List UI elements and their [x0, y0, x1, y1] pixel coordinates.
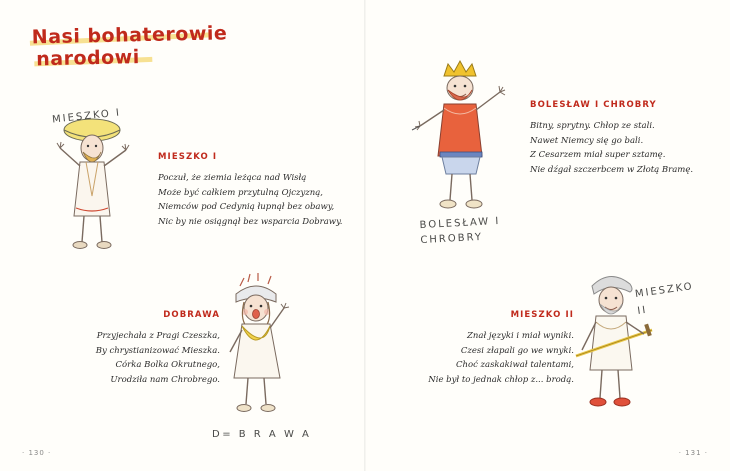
folio-right: · 131 · — [678, 449, 708, 457]
illustration-dobrawa — [202, 268, 312, 433]
entry-heading-mieszko-i: MIESZKO I — [158, 152, 218, 162]
verse-line: Córka Bolka Okrutnego, — [115, 360, 220, 370]
entry-mieszko-i — [158, 152, 348, 229]
caption-dobrawa: D= B R A W A — [212, 429, 312, 440]
illustration-boleslaw-i-chrobry — [400, 48, 525, 223]
verse-line: Przyjechała z Pragi Czeszka, — [96, 331, 220, 341]
folio-left: · 130 · — [22, 449, 52, 457]
entry-heading-dobrawa: DOBRAWA — [163, 310, 220, 320]
caption-line-1: BOLESŁAW I — [419, 215, 501, 232]
page-title-line-2: narodowi — [36, 46, 140, 71]
verse-line: Niemców pod Cedynią łupnął bez obawy, — [158, 202, 335, 212]
entry-body-mieszko-ii — [398, 329, 574, 387]
verse-line: Nic by nie osiągnął bez wsparcia Dobrawy. — [158, 216, 343, 227]
verse-line: By chrystianizować Mieszka. — [95, 345, 220, 356]
verse-line: Czesi złapali go we wnyki. — [460, 345, 574, 356]
verse-line: Nie dźgał szczerbcem w Złotą Bramę. — [530, 164, 694, 175]
caption-line-2: II — [636, 304, 649, 317]
entry-body-mieszko-i — [158, 171, 348, 229]
verse-line: Poczuł, że ziemia leżąca nad Wisłą — [158, 173, 307, 183]
verse-line: Nie był to jednak chłop z... brodą. — [428, 374, 574, 385]
verse-line: Znał języki i miał wyniki. — [467, 331, 574, 341]
entry-heading-mieszko-ii: MIESZKO II — [510, 310, 574, 320]
verse-line: Urodziła nam Chrobrego. — [110, 374, 220, 385]
verse-line: Może być całkiem przytulną Ojczyzną, — [158, 187, 323, 198]
caption-line-1: MIESZKO — [634, 281, 695, 301]
caption-mieszko-i: MIESZKO I — [51, 107, 122, 126]
verse-line: Bitny, sprytny. Chłop ze stali. — [530, 121, 655, 131]
caption-boleslaw-i-chrobry — [419, 214, 501, 248]
book-gutter — [364, 0, 366, 471]
verse-line: Choć zaskakiwał talentami, — [455, 360, 574, 370]
caption-line-2: CHROBRY — [420, 231, 484, 247]
entry-mieszko-ii — [398, 310, 574, 387]
page-title — [32, 22, 263, 71]
page-title-line-1: Nasi bohaterowie — [31, 22, 228, 49]
verse-line: Z Cesarzem miał super sztamę. — [530, 150, 666, 160]
entry-body-boleslaw-i-chrobry — [530, 119, 730, 177]
verse-line: Nawet Niemcy się go bali. — [530, 135, 644, 146]
entry-heading-boleslaw-i-chrobry: BOLESŁAW I CHROBRY — [530, 100, 657, 110]
entry-body-dobrawa — [38, 329, 220, 387]
entry-dobrawa — [38, 310, 220, 387]
entry-boleslaw-i-chrobry — [530, 100, 730, 177]
